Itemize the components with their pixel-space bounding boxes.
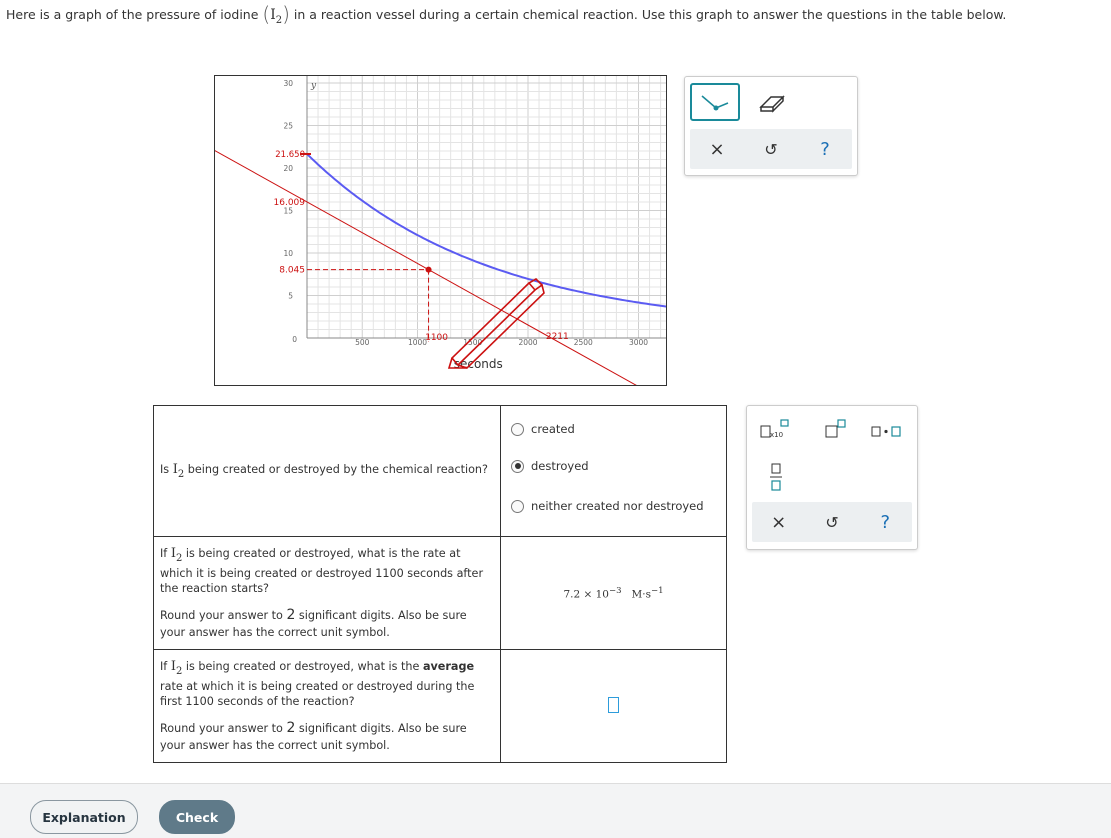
eraser-tool-button[interactable] bbox=[753, 87, 793, 117]
question-1: Is $I_2$ being created or destroyed by the chemical reaction? bbox=[160, 461, 488, 480]
y-tick-label: 25 bbox=[283, 121, 293, 131]
graph-canvas[interactable] bbox=[215, 76, 666, 385]
math-tool-panel bbox=[746, 405, 918, 550]
x-tick-label: 1000 bbox=[407, 338, 428, 347]
x-tick-label: 2000 bbox=[518, 338, 538, 347]
x-tick-label: 500 bbox=[355, 338, 370, 347]
line-tool-button[interactable] bbox=[690, 83, 740, 121]
sci-notation-icon bbox=[759, 419, 793, 441]
eraser-icon bbox=[753, 87, 793, 117]
graph-undo-button[interactable] bbox=[757, 135, 785, 163]
question-3: If $I_2$ is being created or destroyed, what is the average rate at which it is being created or destroyed during the first 1100 seconds of the reaction? Round your answer to 2 significant digits. Also be sure your answer has the correct unit symbol. bbox=[160, 659, 475, 752]
multiply-dot-icon bbox=[869, 423, 905, 441]
undo-icon: ↺ bbox=[764, 139, 778, 159]
option-destroyed[interactable]: destroyed bbox=[511, 456, 726, 476]
graph-tool-panel bbox=[684, 76, 858, 176]
math-clear-button[interactable] bbox=[765, 508, 793, 536]
graph-clear-button[interactable] bbox=[703, 135, 731, 163]
exponent-button[interactable] bbox=[823, 419, 849, 441]
fraction-icon bbox=[767, 461, 787, 493]
point-pressure-label: 8.045 bbox=[279, 265, 305, 276]
initial-pressure-label: 21.650 bbox=[275, 149, 305, 160]
fraction-button[interactable] bbox=[767, 461, 787, 493]
radio-created[interactable] bbox=[511, 423, 524, 436]
math-help-button[interactable] bbox=[871, 508, 899, 536]
x-tick-labels bbox=[355, 338, 648, 347]
line-tool-icon bbox=[692, 85, 738, 119]
y-tick-label: 30 bbox=[283, 79, 293, 88]
close-icon: × bbox=[709, 138, 725, 160]
help-icon: ? bbox=[820, 138, 830, 160]
y-tick-label: 5 bbox=[288, 291, 293, 301]
tangent-x-intercept-label: 2211 bbox=[545, 332, 569, 342]
graph-help-button[interactable] bbox=[811, 135, 839, 163]
pressure-graph[interactable] bbox=[214, 75, 667, 386]
pencil-icon bbox=[449, 279, 544, 368]
tangent-intercept-label: 16.009 bbox=[273, 197, 305, 208]
sci-notation-button[interactable] bbox=[759, 419, 793, 441]
tangent-point bbox=[426, 267, 432, 273]
radio-destroyed[interactable] bbox=[511, 460, 524, 473]
svg-text:x10: x10 bbox=[770, 431, 784, 439]
x-axis-label: seconds bbox=[453, 357, 503, 371]
iodine-formula: $I_2$ bbox=[270, 7, 283, 26]
help-icon: ? bbox=[880, 511, 891, 533]
check-button[interactable]: Check bbox=[159, 800, 235, 834]
question-2: If $I_2$ is being created or destroyed, what is the rate at which it is being created or destroyed 1100 seconds after the reaction starts? Round your answer to 2 significant digits. Also be sure your answer has the correct unit symbol. bbox=[160, 546, 484, 639]
y-tick-label: 10 bbox=[283, 249, 293, 258]
exponent-icon bbox=[823, 419, 849, 441]
question-table bbox=[153, 405, 727, 763]
rate-answer-field[interactable]: $7.2 \times 10^{-3}$ $M\cdot s^{-1}$ bbox=[563, 585, 664, 601]
explanation-button[interactable]: Explanation bbox=[30, 800, 138, 834]
y-tick-label: 0 bbox=[292, 335, 297, 344]
option-created[interactable]: created bbox=[511, 419, 726, 439]
x-tick-label: 2500 bbox=[573, 338, 593, 347]
close-icon: × bbox=[771, 511, 787, 533]
multiply-dot-button[interactable] bbox=[869, 423, 905, 441]
y-tick-label: 20 bbox=[283, 164, 293, 173]
intro-text: Here is a graph of the pressure of iodine $(I_2)$ in a reaction vessel during a certain chemical reaction. Use this graph to answer the questions in the table below. bbox=[6, 2, 1007, 26]
y-axis-letter: y bbox=[311, 81, 317, 91]
point-time-label: 1100 bbox=[425, 333, 449, 343]
y-tick-label: 15 bbox=[283, 206, 293, 216]
x-tick-label: 1500 bbox=[463, 338, 483, 347]
x-tick-label: 3000 bbox=[628, 338, 649, 347]
undo-icon: ↺ bbox=[825, 512, 839, 532]
option-neither[interactable]: neither created nor destroyed bbox=[511, 496, 726, 516]
radio-neither[interactable] bbox=[511, 500, 524, 513]
y-tick-labels bbox=[283, 79, 297, 344]
average-rate-answer-input[interactable] bbox=[608, 697, 619, 713]
math-undo-button[interactable] bbox=[818, 508, 846, 536]
bottom-bar bbox=[0, 783, 1111, 838]
